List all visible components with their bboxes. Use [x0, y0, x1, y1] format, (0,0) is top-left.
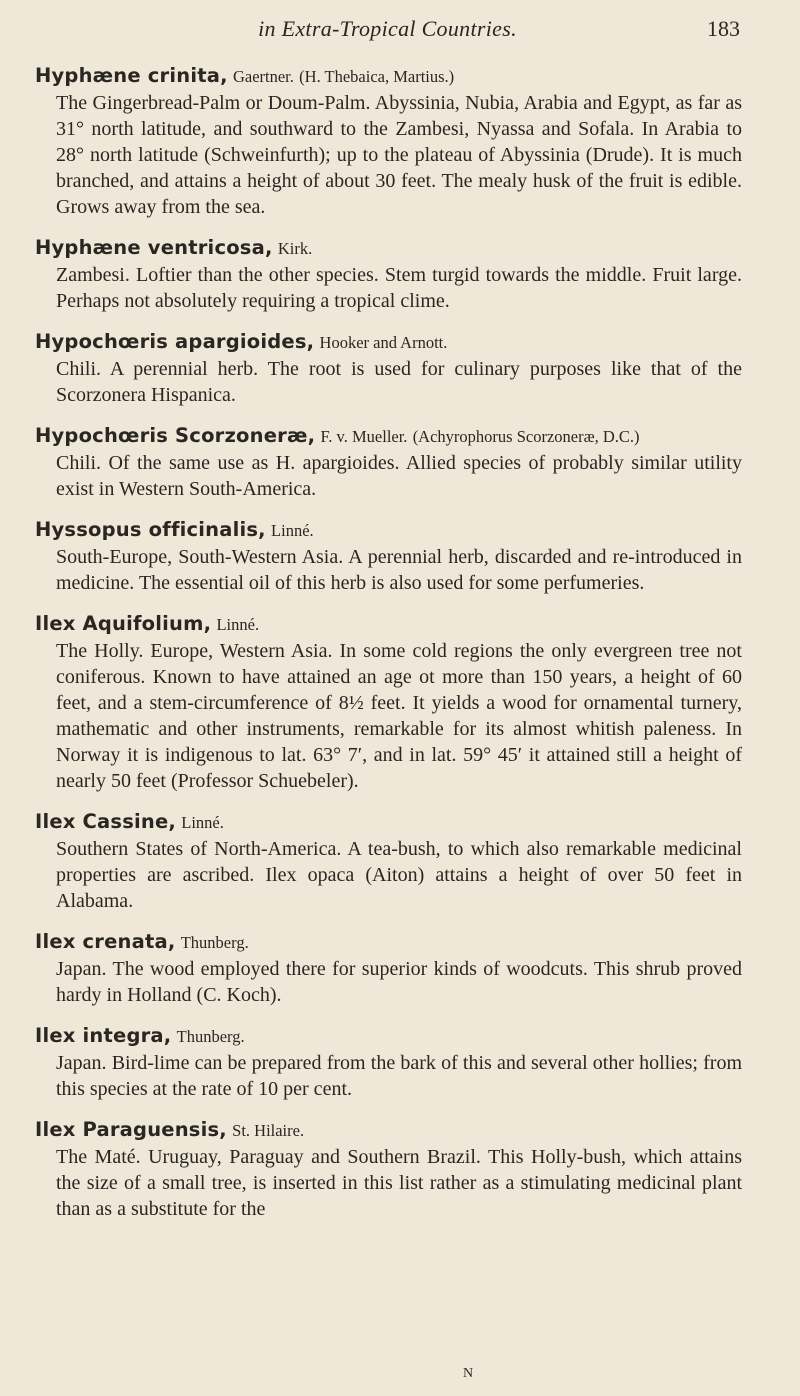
species-name: Ilex Aquifolium, [35, 612, 212, 635]
entry [35, 928, 742, 1008]
entry-heading [35, 1022, 742, 1050]
entry [35, 808, 742, 914]
species-authority: Thunberg. [176, 1027, 245, 1046]
page-number: 183 [707, 16, 740, 41]
entry-text: The Gingerbread-Palm or Doum-Palm. Abyssinia, Nubia, Arabia and Egypt, as far as 31° north latitude, and southward to the Zambesi, Nyassa and Sofala. In Arabia to 28° north latitude (Schweinfurth); up to the plateau of Abyssinia (Drude). It is much branched, and attains a height of about 30 feet. The mealy husk of the fruit is edible. Grows away from the sea. [56, 92, 742, 218]
entry-text: Japan. Bird-lime can be prepared from the bark of this and several other hollies; from this species at the rate of 10 per cent. [56, 1052, 742, 1100]
entry [35, 1116, 742, 1222]
entry [35, 1022, 742, 1102]
species-authority: Linné. [181, 813, 224, 832]
entry [35, 516, 742, 596]
species-name: Ilex Paraguensis, [35, 1118, 227, 1141]
species-name: Hypochœris apargioides, [35, 330, 315, 353]
entry-text: Japan. The wood employed there for superior kinds of woodcuts. This shrub proved hardy in Holland (C. Koch). [56, 958, 742, 1006]
entry-text: The Holly. Europe, Western Asia. In some cold regions the only evergreen tree not coniferous. Known to have attained an age ot more than 150 years, a height of 60 feet, and a stem-circumference of 8½ feet. It yields a wood for ornamental turnery, mathematic and other instruments, remarkable for its almost whitish paleness. In Norway it is indigenous to lat. 63° 7′, and in lat. 59° 45′ it attained still a height of nearly 50 feet (Professor Schuebeler). [56, 640, 742, 792]
species-authority: Gaertner. [232, 67, 294, 86]
species-authority: Kirk. [277, 239, 313, 258]
running-title: in Extra-Tropical Countries. [258, 16, 517, 41]
species-name: Ilex crenata, [35, 930, 176, 953]
entry-heading [35, 234, 742, 262]
entry-heading [35, 808, 742, 836]
entry-heading [35, 928, 742, 956]
species-name: Ilex Cassine, [35, 810, 177, 833]
running-head [35, 16, 740, 46]
species-synonym: (H. Thebaica, Martius.) [299, 67, 455, 86]
entry [35, 62, 742, 220]
species-authority: St. Hilaire. [232, 1121, 305, 1140]
species-name: Ilex integra, [35, 1024, 172, 1047]
entry-heading [35, 610, 742, 638]
entry-text: The Maté. Uruguay, Paraguay and Southern Brazil. This Holly-bush, which attains the size of a small tree, is inserted in this list rather as a stimulating medicinal plant than as a substitute for the [56, 1146, 742, 1220]
entry-text: Chili. A perennial herb. The root is used for culinary purposes like that of the Scorzonera Hispanica. [56, 358, 742, 406]
species-authority: Hooker and Arnott. [319, 333, 448, 352]
species-name: Hyphæne crinita, [35, 64, 228, 87]
entry [35, 610, 742, 794]
species-authority: Linné. [216, 615, 260, 634]
species-authority: Thunberg. [180, 933, 249, 952]
entry-list [35, 62, 742, 1236]
entry-text: Chili. Of the same use as H. apargioides. Allied species of probably similar utility exist in Western South-America. [56, 452, 742, 500]
entry-text: Zambesi. Loftier than the other species. Stem turgid towards the middle. Fruit large. Perhaps not absolutely requiring a tropical clime. [56, 264, 742, 312]
entry-heading [35, 328, 742, 356]
entry-text: South-Europe, South-Western Asia. A perennial herb, discarded and re-introduced in medicine. The essential oil of this herb is also used for some perfumeries. [56, 546, 742, 594]
species-authority: Linné. [271, 521, 314, 540]
entry [35, 422, 742, 502]
entry-heading [35, 516, 742, 544]
species-authority: F. v. Mueller. [320, 427, 408, 446]
species-name: Hyphæne ventricosa, [35, 236, 273, 259]
entry [35, 234, 742, 314]
species-name: Hypochœris Scorzoneræ, [35, 424, 316, 447]
species-name: Hyssopus officinalis, [35, 518, 266, 541]
signature-mark: N [463, 1366, 475, 1381]
entry-heading [35, 62, 742, 90]
species-synonym: (Achyrophorus Scorzoneræ, D.C.) [412, 427, 640, 446]
entry [35, 328, 742, 408]
entry-text: Southern States of North-America. A tea-bush, to which also remarkable medicinal properties are ascribed. Ilex opaca (Aiton) attains a height of over 50 feet in Alabama. [56, 838, 742, 912]
entry-heading [35, 1116, 742, 1144]
entry-heading [35, 422, 742, 450]
